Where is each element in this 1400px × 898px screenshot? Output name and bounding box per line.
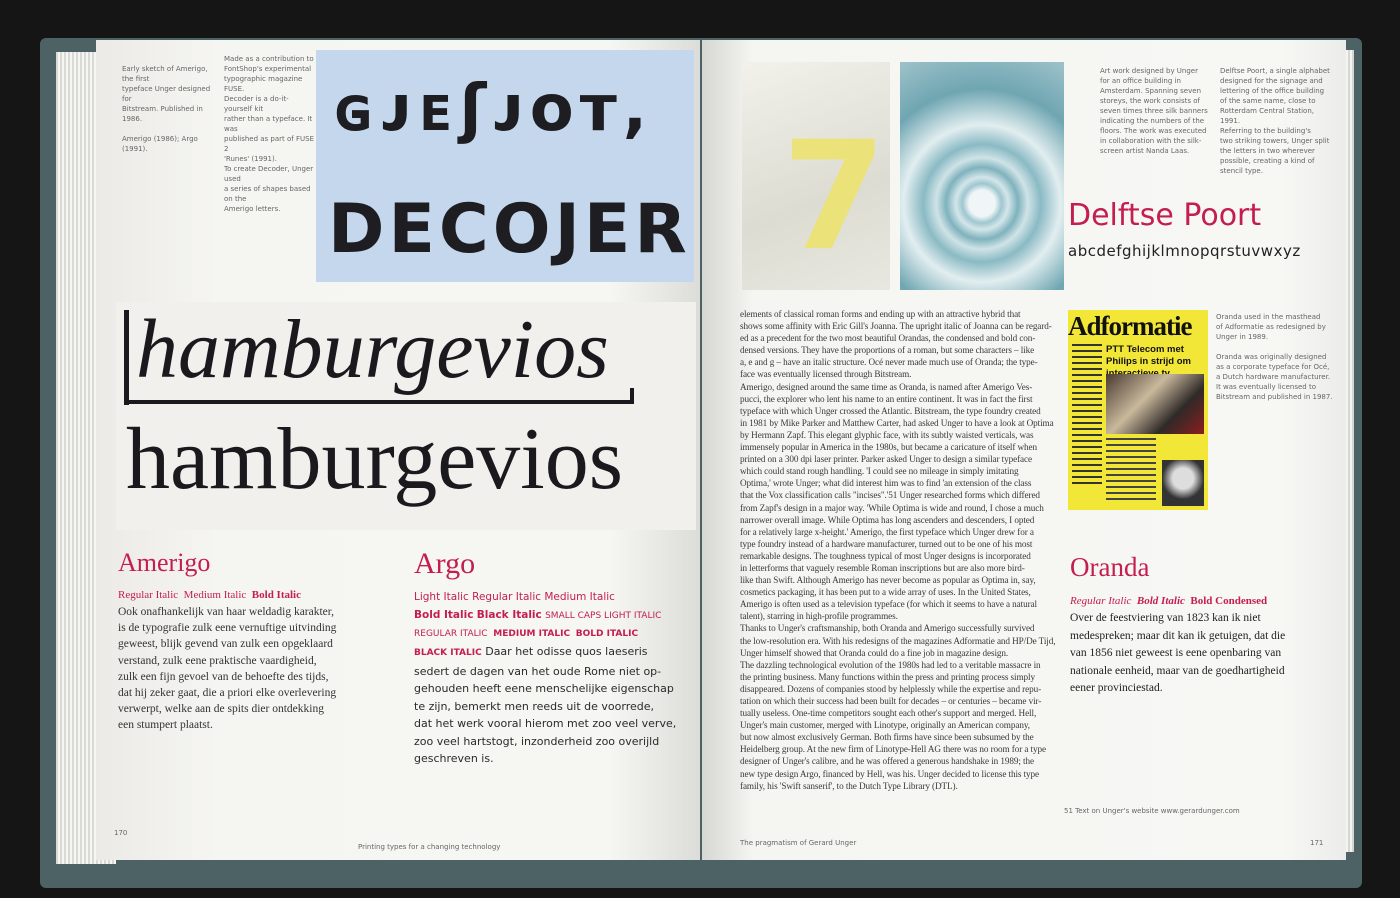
body-text-line: talent), starring in high-profile programmes. — [740, 611, 898, 622]
body-text-line: Optima,' wrote Unger; what did interest him was to find 'an extension of the class — [740, 478, 1032, 489]
amerigo-text: Ook onafhankelijk van haar weldadig karakter, is de typografie zulk eene vernuftige uitvinding geweest, blijk gevend van zulk een opgeklaard verstand, zulk eene praktische vaardigheid, zulk een fijn gevoel van de behoefte des tijds, dat hij zeker gaat, die a priori elke overlevering verwerpt, welke aan de spits dier ontdekking een stumpert plaatst. — [118, 606, 337, 732]
argo-section — [414, 546, 684, 768]
body-text-line: by Hermann Zapf. This elegant glyphic face, with its subtly waisted verticals, was — [740, 429, 1034, 440]
body-text-line: Unger's main customer, merged with Linotype, originally an American company, — [740, 720, 1030, 731]
adformatie-magazine-cover — [1068, 310, 1208, 510]
caption-decoder: Made as a contribution to FontShop's experimental typographic magazine FUSE. Decoder is a do-it-yourself kit rather than a typeface. It was published as part of FUSE 2 'Runes' (1991). To create Decoder, Unger used a series of shapes based on the Amerigo letters. — [224, 55, 315, 213]
body-text-line: for a relatively large x-height.' Amerigo, the first typeface which Unger drew for a — [740, 526, 1034, 537]
oranda-styles: Regular Italic Bold Italic Bold Condensed — [1070, 595, 1268, 607]
decoder-illustration — [316, 50, 694, 282]
body-text-line: printed on a 300 dpi laser printer. Parker asked Unger to design a similar typeface — [740, 454, 1032, 465]
body-text-line: family, his 'Swift sanserif', to the Dutch Type Library (DTL). — [740, 780, 958, 791]
argo-title: Argo — [414, 547, 476, 580]
footnote: 51 Text on Unger's website www.gerardunger.com — [1064, 807, 1240, 815]
oranda-section — [1070, 550, 1340, 698]
body-text-line: tation on which their success had been built for decades – or centuries – became vir- — [740, 696, 1042, 706]
stem-mark-right — [630, 388, 634, 402]
oranda-text: Over de feestviering van 1823 kan ik niet medespreken; maar dit kan ik getuigen, dat die van 1856 niet geweest is eene openbaring van nationale eenheid, maar van de goedhartigheid eener provinciestad. — [1070, 612, 1286, 694]
hamburgevios-specimen — [116, 302, 696, 530]
left-page — [96, 40, 700, 860]
photo-spiral-stairwell — [900, 62, 1064, 290]
body-text-line: the printing business. Many functions within the press and printing process simply — [740, 671, 1035, 682]
body-text-line: new type design Argo, financed by Hell, was his. Unger decided to license this type — [740, 768, 1039, 779]
body-text-line: pucci, the explorer who lent his name to an entire continent. It was in fact the first — [740, 393, 1033, 404]
body-text-line: designer of Unger's calibre, and he was offered a generous handshake in 1989; the — [740, 756, 1034, 767]
argo-text: BLACK ITALIC Daar het odisse quos laeseris sedert de dagen van het oude Rome niet op- gehouden heeft eene menschelijke eigenschap te zijn, bemerkt men reeds uit de voorrede, dat het werk vooral hierom met zoo veel verve, zoo veel hartstogt, inzonderheid zoo overijld geschreven is. — [414, 645, 677, 765]
body-text-line: typeface with which Unger crossed the Atlantic. Bitstream, the type foundry created — [740, 405, 1041, 416]
adformatie-sidebar-text — [1072, 344, 1102, 484]
amerigo-styles: Regular Italic Medium Italic Bold Italic — [118, 589, 301, 601]
body-text-line: ed as a precedent for the two most beautiful Orandas, the condensed and bold con- — [740, 333, 1036, 344]
baseline-rule — [124, 400, 634, 404]
caption-delftse-poort: Delftse Poort, a single alphabet designed for the signage and lettering of the office building of the same name, close to Rotterdam Central Station, 1991. Referring to the building's two striking towers, Unger split the letters in two wherever possible, creating a kind of stencil type. — [1220, 67, 1330, 175]
body-text-line: type foundry instead of a hardware manufacturer, turned out to be one of his most — [740, 538, 1033, 549]
body-text-line: densed versions. They have the proportions of a roman, but some characters – like — [740, 345, 1035, 356]
body-text-line: the low-resolution era. With his redesigns of the magazines Adformatie and HP/De Tijd, — [740, 635, 1056, 646]
body-text-column — [740, 308, 1060, 792]
body-text-line: shows some affinity with Eric Gill's Joanna. The upright italic of Joanna can be regard- — [740, 321, 1052, 332]
page-number-left: 170 — [114, 829, 128, 837]
right-page — [702, 40, 1346, 860]
body-text-line: immensely popular in America in the 1980s, but became a caricature of itself when — [740, 442, 1038, 453]
body-text-line: that the Vox classification calls "incises".'51 Unger researched forms which differed — [740, 490, 1040, 501]
adformatie-portrait — [1162, 460, 1204, 506]
amerigo-title: Amerigo — [118, 548, 211, 577]
body-text-line: disappeared. Dozens of companies stood by helplessly while the expertise and repu- — [740, 683, 1042, 694]
body-text-line: Amerigo, designed around the same time as Oranda, is named after Amerigo Ves- — [740, 381, 1033, 392]
adformatie-headline: PTT Telecom met Philips in strijd om — [1106, 344, 1191, 367]
caption-amerigo-sketch: Early sketch of Amerigo, the first typeface Unger designed for Bitstream. Published in 1986. Amerigo (1986); Argo (1991). — [122, 65, 211, 153]
body-text-line: Thanks to Unger's craftsmanship, both Oranda and Amerigo successfully survived — [740, 623, 1035, 634]
body-text-line: face was eventually licensed through Bitstream. — [740, 369, 912, 380]
body-text-line: Unger himself showed that Oranda could do a fine job in magazine design. — [740, 647, 1009, 658]
body-text-line: Amerigo is often used as a television typeface (for which it seems to have a natural — [740, 599, 1037, 610]
body-text-line: a, e and g – have an italic structure. Océ never made much use of Oranda; the type- — [740, 357, 1038, 368]
stem-mark-left — [124, 310, 129, 405]
oranda-title: Oranda — [1070, 552, 1150, 582]
delftse-poort-alphabet: abcdefghijklmnopqrstuvwxyz — [1068, 242, 1301, 260]
body-text-line: narrower overall image. While Optima has long ascenders and descenders, I opted — [740, 514, 1035, 525]
decoder-bottom-glyphs: DECOJER — [328, 190, 691, 269]
body-text-line: tually useless. One-time competitors sought each other's support and merged. Hell, — [740, 708, 1037, 719]
running-footer-right: The pragmatism of Gerard Unger — [740, 839, 857, 847]
body-text-line: cosmetics packaging, it has been put to a wide array of uses. In the United States, — [740, 587, 1031, 598]
body-text-line: Heidelberg group. At the new firm of Linotype-Hell AG there was no room for a type — [740, 744, 1046, 755]
adformatie-column-text — [1106, 438, 1156, 504]
amerigo-section — [118, 546, 368, 734]
body-text-line: which could stand rough handling. 'I could see no mileage in simply imitating — [740, 466, 1019, 477]
body-text-line: remarkable designs. The toughness typical of most Unger designs is incorporated — [740, 550, 1031, 561]
sample-roman: hamburgevios — [126, 411, 623, 508]
caption-oranda: Oranda used in the masthead of Adformatie as redesigned by Unger in 1989. Oranda was originally designed as a corporate typeface for Océ, a Dutch hardware manufacturer. It was eventually licensed to Bitstream and published in 1987. — [1216, 313, 1333, 401]
body-text-line: The dazzling technological evolution of the 1980s had led to a veritable massacre in — [740, 659, 1041, 670]
body-text-line: in letterforms that vaguely resemble Roman inscriptions but are also more bird- — [740, 562, 1025, 573]
page-number-right: 171 — [1310, 839, 1324, 847]
delftse-poort-title: Delftse Poort — [1068, 198, 1262, 233]
running-footer-left: Printing types for a changing technology — [358, 843, 501, 851]
adformatie-masthead: Adformatie — [1068, 311, 1192, 341]
caption-artwork: Art work designed by Unger for an office building in Amsterdam. Spanning seven storeys, the work consists of seven times three silk banners indicating the numbers of the floors. The work was executed in collaboration with the silk- screen artist Nanda Laas. — [1100, 67, 1208, 155]
sample-italic: hamburgevios — [136, 303, 609, 396]
adformatie-photo — [1106, 374, 1204, 434]
photo-banner-seven — [742, 62, 890, 290]
body-text-line: like than Swift. Although Amerigo has never become as popular as Optima in, say, — [740, 575, 1036, 586]
banner-numeral: 7 — [782, 110, 887, 284]
body-text-line: from Zapf's design in a major way. 'While Optima is wide and round, I chose a much — [740, 502, 1044, 513]
decoder-top-glyphs: ɢᴊᴇʃᴊᴏᴛ, — [334, 72, 654, 146]
body-text-line: but now almost exclusively German. Both firms have since been subsumed by the — [740, 732, 1034, 743]
argo-styles: Light Italic Regular Italic Medium Italic Bold Italic Black Italic SMALL CAPS LIGHT ITALIC REGULAR ITALIC MEDIUM ITALIC BOLD ITALIC — [414, 591, 662, 639]
body-text-line: in 1981 by Mike Parker and Matthew Carter, had asked Unger to have a look at Optima — [740, 417, 1054, 428]
body-text-line: elements of classical roman forms and ending up with an attractive hybrid that — [740, 309, 1021, 319]
